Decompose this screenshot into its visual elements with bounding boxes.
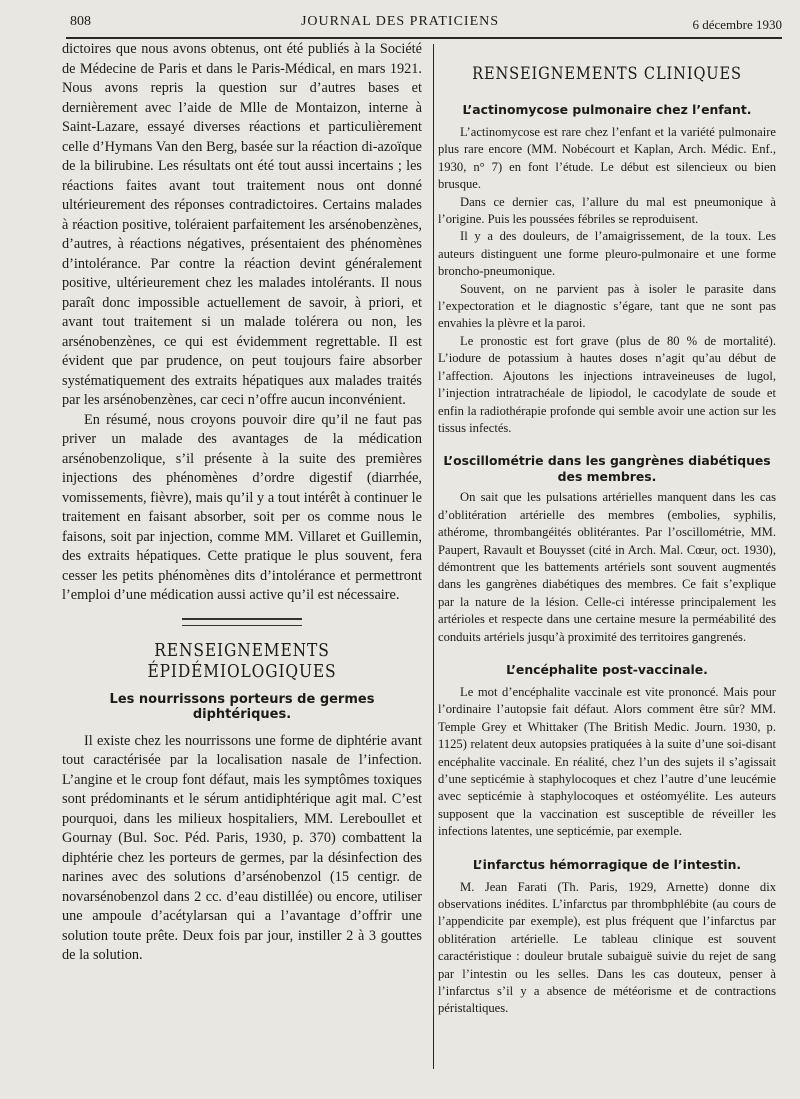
article-title-diphtheria: Les nourrissons porteurs de germes diphtériques. <box>109 691 375 722</box>
actinomycosis-paragraph: L’actinomycose est rare chez l’enfant et la variété pulmonaire plus rare encore (MM. Nobécourt et Kaplan, Arch. Médic. Enf., 1930, n° 7) en font l’étude. Le début est silencieux ou bien brusque. <box>438 125 776 192</box>
header-rule <box>66 37 782 39</box>
section-divider <box>182 618 302 626</box>
article-title-infarction: L’infarctus hémorragique de l’intestin. <box>472 856 742 872</box>
clinical-section-title: RENSEIGNEMENTS CLINIQUES <box>472 64 742 84</box>
actinomycosis-paragraph: Il y a des douleurs, de l’amaigrissement, de la toux. Les auteurs distinguent une forme pleuro-pulmonaire et une forme broncho-pneumonique. <box>438 229 776 279</box>
running-title: JOURNAL DES PRATICIENS <box>300 14 500 29</box>
column-rule <box>433 44 434 1069</box>
article-title-oscillometry: L’oscillométrie dans les gangrènes diabétiques des membres. <box>443 453 771 485</box>
summary-paragraph: En résumé, nous croyons pouvoir dire qu’il ne faut pas priver un malade des avantages de la médication arsénobenzolique, s’il présente à la suite des premières injections des phénomènes d’ordre digestif (diarrhée, vomissements, fièvre), mais qu’il y a tout intérêt à continuer le traitement en faisant absorber, soit per os comme nous le faisons, soit par injection, comme MM. Villaret et Guillemin, des extraits hépatiques. Cette pratique le plus souvent, fera cesser les petits phénomènes dits d’intolérance et permettront l’emploi d’une médication aussi active qu’il est nécessaire. <box>62 411 422 603</box>
article-title-encephalitis: L’encéphalite post-vaccinale. <box>506 661 708 677</box>
actinomycosis-paragraph: Dans ce dernier cas, l’allure du mal est pneumonique à l’origine. Puis les poussées fébriles se reproduisent. <box>438 194 776 227</box>
article-title-actinomycosis: L’actinomycose pulmonaire chez l’enfant. <box>462 102 752 117</box>
actinomycosis-paragraph: Souvent, on ne parvient pas à isoler le parasite dans l’expectoration et le diagnostic s’égare, tant que ne sont pas envahies la plèvre et la paroi. <box>438 281 776 331</box>
left-column <box>62 40 422 966</box>
actinomycosis-paragraph: Le pronostic est fort grave (plus de 80 % de mortalité). L’iodure de potassium à hautes doses n’agit qu’au début de l’affection. Ajoutons les injections intraveineuses de lugol, l’injection intratrachéale de lipiodol, le cacodylate de soude et enfin la radiothérapie profonde qui semble avoir une action sur les tissus infectés. <box>438 333 776 435</box>
issue-date: 6 décembre 1930 <box>692 17 782 32</box>
encephalitis-paragraph: Le mot d’encéphalite vaccinale est vite prononcé. Mais pour l’ordinaire l’autopsie fait défaut. Alors comment être sûr? MM. Temple Grey et Whittaker (The British Medic. Journ. 1930, p. 1125) relatent deux autopsies pratiquées à la suite d’une soi-disant encéphalite vaccinale. En réalité, chez l’un des sujets il s’agissait d’une septicémie à staphylocoques et chez l’autre d’une leucémie avec septicémie à staphylocoques et ostéomyélite. Les auteurs supposent que la vaccination est susceptible de réveiller les infections latentes, une septicémie, par exemple. <box>438 684 776 839</box>
article-body-diphtheria: Il existe chez les nourrissons une forme de diphtérie avant tout caractérisée par la localisation nasale de l’infection. L’angine et le croup font défaut, mais les symptômes toxiques sont prédominants et le sérum antidiphtérique agit mal. C’est pourquoi, dans les milieux hospitaliers, MM. Lereboullet et Gournay (Bul. Soc. Péd. Paris, 1930, p. 370) combattent la diphtérie chez les porteurs de germes, par la désinfection des narines avec des solutions d’arsénobenzol (15 centigr. de novarsénobenzol dans 2 cc. d’eau distillée) ou encore, utiliser une ampoule d’acétylarsan qui a l’avantage d’offrir une solution toute prête. Deux fois par jour, instiller 2 à 3 gouttes de la solution. <box>62 732 422 963</box>
oscillometry-paragraph: On sait que les pulsations artérielles manquent dans les cas d’oblitération artérielle des membres (embolies, syphilis, athérome, thrombangéités oblitérantes. Par l’oscillométrie, MM. Paupert, Ravault et Bouysset (cité in Arch. Mal. Cœur, oct. 1930), démontrent que les battements artériels sont souvent augmentés dans les gangrènes diabétiques des membres. Ce fait s’explique par la nature de la lésion. Celle-ci intéresse principalement les artérioles et respecte dans une certaine mesure la perméabilité des conduits artériels jusqu’à proximité des territoires gangrenés. <box>438 490 776 644</box>
page-number: 808 <box>70 14 91 29</box>
continued-paragraph: dictoires que nous avons obtenus, ont été publiés à la Société de Médecine de Paris et dans le Paris-Médical, en mars 1921. Nous avons repris la question sur d’autres bases et dernièrement avec l’aide de Mlle de Montaizon, interne à Saint-Lazare, essayé diverses réactions et particulièrement celle d’Hymans Van den Berg, basée sur la réaction di-azoïque de la bilirubine. Les résultats ont été tout aussi incertains ; les réactions faites avant tout traitement nous ont donné ultérieurement des réponses contradictoires. Certains malades à réaction positive, toléraient parfaitement les arsénobenzènes, d’autres, à réactions négatives, présentaient des phénomènes d’intolérance. Par contre la réaction devint généralement positive, ultérieurement chez les malades intolérants. Il nous paraît donc impossible actuellement de savoir, à priori, et avant tout traitement si un malade tolérera ou non, les arsénobenzènes, ce qui est évidemment regrettable. Il est évident que par prudence, on peut toujours faire absorber systématiquement des extraits hépatiques aux malades traités par les arsénobenzènes, car ceci n’offre aucun inconvénient. <box>62 41 422 408</box>
right-column <box>438 40 776 1018</box>
infarction-paragraph: M. Jean Farati (Th. Paris, 1929, Arnette) donne dix observations inédites. L’infarctus par thrombphlébite (au cours de l’appendicite par exemple), est plus fréquent que l’infarctus par oblitération artérielle. Le tableau clinique est souvent caractéristique : douleur brutale subaiguë suivie du rejet de sang par l’intestin ou les selles. Dans les cas douteux, penser à l’infarctus s’il y a absence de météorisme et de contractions péristaltiques. <box>438 879 776 1016</box>
epidemiology-section-title: RENSEIGNEMENTS ÉPIDÉMIOLOGIQUES <box>147 639 337 682</box>
